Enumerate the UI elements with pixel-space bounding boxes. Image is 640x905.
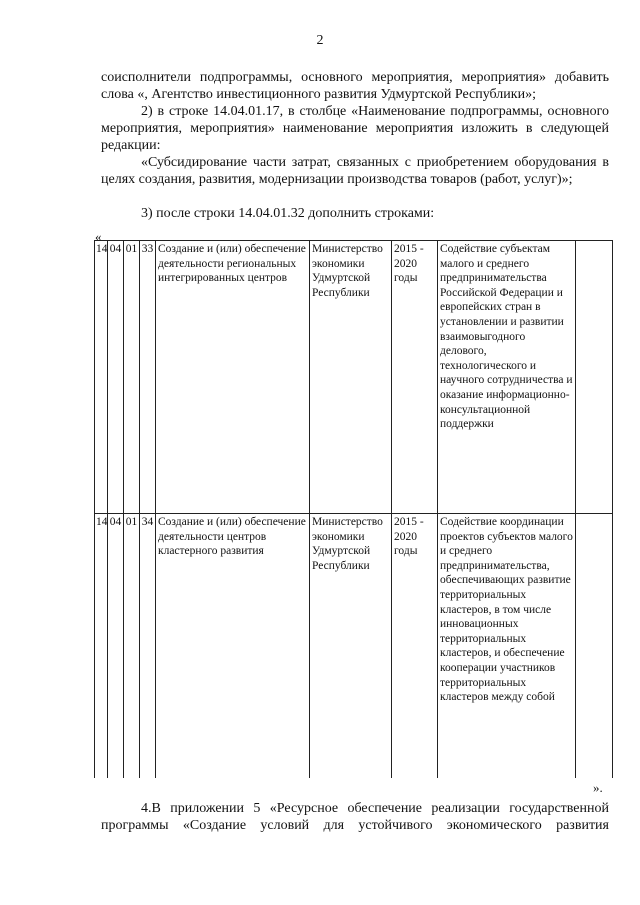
table-open-quote: « [95, 229, 102, 244]
paragraph-4-text: 3) после строки 14.04.01.32 дополнить строками: [141, 206, 435, 221]
code-part-4: 33 [140, 241, 156, 514]
paragraph-3-text: «Субсидирование части затрат, связанных с приобретением оборудования в целях создания, развития, модернизации производства товаров (работ, услуг)»; [101, 155, 609, 187]
paragraph-2 [101, 103, 609, 154]
paragraph-5-line-1 [101, 800, 609, 817]
extra-cell [576, 514, 613, 779]
executor-cell: Министерство экономики Удмуртской Республики [310, 514, 392, 779]
code-part-3: 01 [124, 514, 140, 779]
code-part-4: 34 [140, 514, 156, 779]
table-close-quote: ». [593, 780, 603, 795]
measure-name-cell: Создание и (или) обеспечение деятельности центров кластерного развития [156, 514, 310, 779]
paragraph-5-line-2 [101, 817, 609, 834]
measure-name-cell: Создание и (или) обеспечение деятельности региональных интегрированных центров [156, 241, 310, 514]
table-row [95, 514, 613, 779]
period-cell: 2015 - 2020 годы [392, 241, 438, 514]
paragraph-5-line-1-text: 4.В приложении 5 «Ресурсное обеспечение реализации государственной [141, 801, 609, 816]
paragraph-2-text: 2) в строке 14.04.01.17, в столбце «Наименование подпрограммы, основного мероприятия, мероприятия» наименование мероприятия изложить в следующей редакции: [101, 104, 609, 153]
extra-cell [576, 241, 613, 514]
expected-result-cell: Содействие субъектам малого и среднего предпринимательства Российской Федерации и европейских стран в установлении и развитии взаимовыгодного делового, технологического и научного сотрудничества и оказание информационно-консультационной поддержки [438, 241, 576, 514]
executor-cell: Министерство экономики Удмуртской Республики [310, 241, 392, 514]
period-cell: 2015 - 2020 годы [392, 514, 438, 779]
table-row [95, 241, 613, 514]
paragraph-1 [101, 69, 609, 103]
code-part-1: 14 [95, 241, 108, 514]
paragraph-1-text: соисполнители подпрограммы, основного мероприятия, мероприятия» добавить слова «, Агентство инвестиционного развития Удмуртской Республики»; [101, 70, 609, 102]
paragraph-4 [101, 205, 609, 222]
paragraph-3 [101, 154, 609, 188]
code-part-1: 14 [95, 514, 108, 779]
program-table [94, 240, 613, 778]
paragraph-5-line-2-text: программы «Создание условий для устойчивого экономического развития [101, 818, 609, 833]
expected-result-cell: Содействие координации проектов субъектов малого и среднего предпринимательства, обеспечивающих развитие территориальных кластеров, в том числе инновационных территориальных кластеров, и обеспечение кооперации участников территориальных кластеров между собой [438, 514, 576, 779]
page-number: 2 [316, 33, 324, 48]
code-part-2: 04 [108, 514, 124, 779]
code-part-3: 01 [124, 241, 140, 514]
code-part-2: 04 [108, 241, 124, 514]
